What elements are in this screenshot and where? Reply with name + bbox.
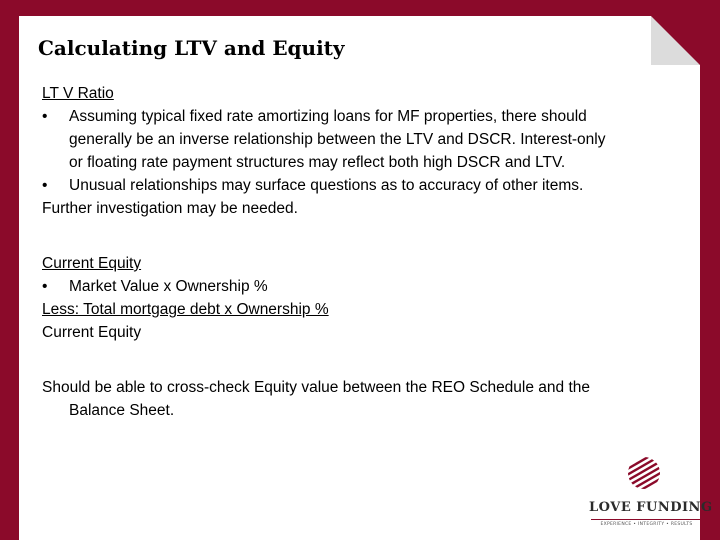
- love-funding-logo: [589, 456, 713, 540]
- ltv-bullet-2-text: Unusual relationships may surface questions as to accuracy of other items.: [69, 177, 584, 194]
- ltv-bullet-1-line-2: generally be an inverse relationship between the LTV and DSCR. Interest-only: [69, 131, 606, 148]
- ltv-bullet-1-line-1: Assuming typical fixed rate amortizing loans for MF properties, there should: [69, 108, 587, 125]
- page-corner-fold: [651, 16, 700, 65]
- ltv-note: Further investigation may be needed.: [42, 200, 298, 217]
- bullet-icon: •: [42, 108, 48, 125]
- ltv-bullet-1: [42, 105, 672, 174]
- equity-heading: Current Equity: [42, 255, 142, 272]
- bullet-icon: •: [42, 278, 48, 295]
- crosscheck-paragraph: [42, 376, 672, 422]
- equity-result: Current Equity: [42, 324, 142, 341]
- striped-circle-logo-icon: [627, 456, 661, 490]
- equity-bullet-1-text: Market Value x Ownership %: [69, 278, 268, 295]
- logo-wordmark: LOVE FUNDING: [589, 500, 713, 515]
- slide-panel: [19, 16, 713, 540]
- equity-less-line: Less: Total mortgage debt x Ownership %: [42, 301, 329, 318]
- bullet-icon: •: [42, 177, 48, 194]
- slide-body: [42, 82, 672, 422]
- ltv-bullet-1-line-3: or floating rate payment structures may reflect both high DSCR and LTV.: [69, 154, 566, 171]
- logo-tagline: EXPERIENCE • INTEGRITY • RESULTS: [591, 519, 702, 527]
- crosscheck-line-2: Balance Sheet.: [69, 402, 175, 419]
- crosscheck-line-1: Should be able to cross-check Equity value between the REO Schedule and the: [42, 379, 591, 396]
- ltv-heading: LT V Ratio: [42, 85, 114, 102]
- slide-title: Calculating LTV and Equity: [38, 36, 345, 60]
- ltv-bullet-2: [42, 174, 672, 197]
- equity-bullet-1: [42, 275, 672, 298]
